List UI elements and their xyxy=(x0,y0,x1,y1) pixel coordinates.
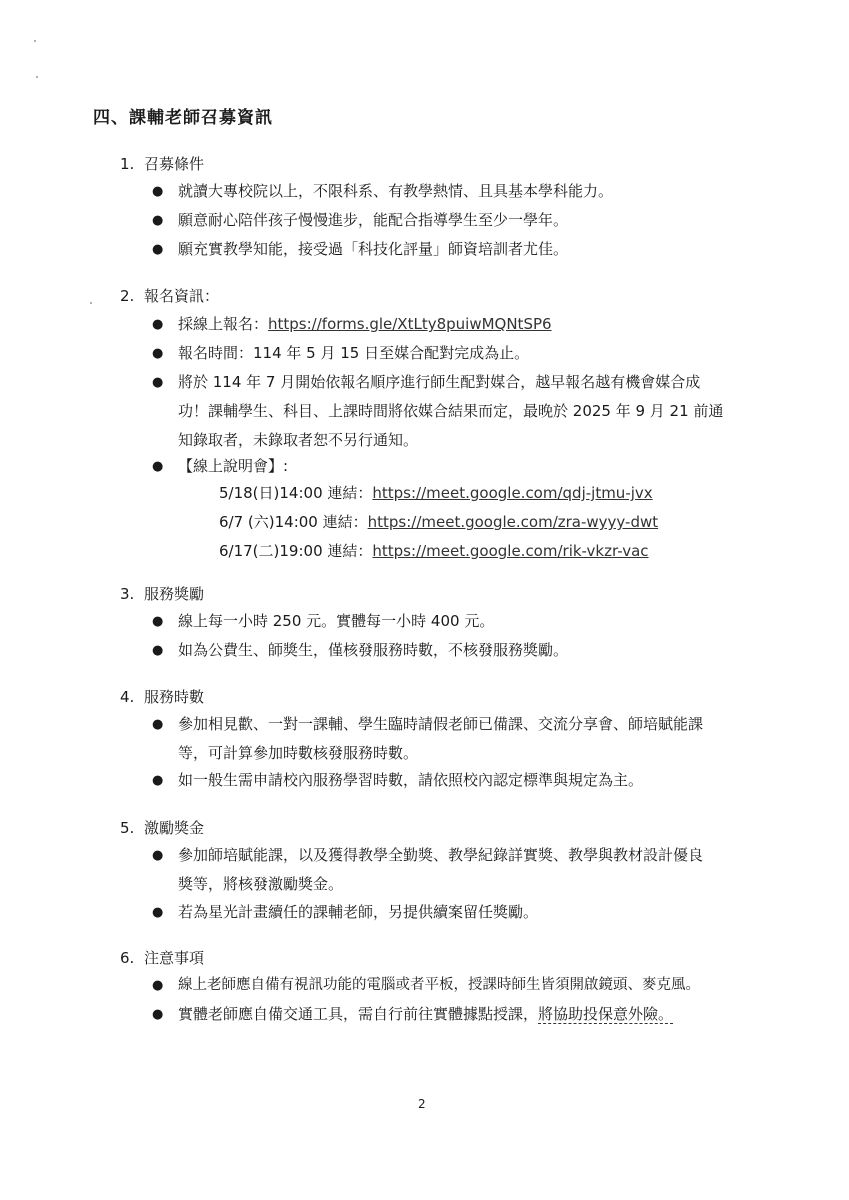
registration-link[interactable]: https://forms.gle/XtLty8puiwMQNtSP6 xyxy=(268,315,552,333)
bullet-icon: ● xyxy=(152,346,164,361)
list-item: ● 參加相見歡、一對一課輔、學生臨時請假老師已備課、交流分享會、師培賦能課 等，可計算參加時數核發服務時數。 xyxy=(152,710,752,770)
bullet-icon: ● xyxy=(152,1007,164,1022)
bullet-icon: ● xyxy=(152,978,164,993)
list-item: ● 參加師培賦能課，以及獲得教學全勤獎、教學紀錄詳實獎、教學與教材設計優良 獎等，將核發激勵獎金。 xyxy=(152,841,752,901)
bullet-icon: ● xyxy=(152,773,164,788)
session-link[interactable]: https://meet.google.com/rik-vkzr-vac xyxy=(372,542,649,560)
bullet-icon: ● xyxy=(152,184,164,199)
bullet-icon: ● xyxy=(152,242,164,257)
bullet-icon: ● xyxy=(152,614,164,629)
scan-speck xyxy=(36,76,38,78)
bullet-icon: ● xyxy=(152,459,164,474)
section-4-title: 4. 服務時數 xyxy=(120,688,205,706)
section-2-title: 2. 報名資訊： xyxy=(120,287,220,305)
bullet-icon: ● xyxy=(152,643,164,658)
insurance-note: 將協助投保意外險。 xyxy=(538,1005,674,1023)
session-item: 6/7 (六)14:00 連結：https://meet.google.com/zra-wyyy-dwt xyxy=(219,513,659,531)
section-heading: 四、課輔老師召募資訊 xyxy=(93,108,273,128)
bullet-icon: ● xyxy=(152,375,164,390)
list-item: ● 將於 114 年 7 月開始依報名順序進行師生配對媒合，越早報名越有機會媒合成 功！課輔學生、科目、上課時間將依媒合結果而定，最晚於 2025 年 9 月 21 前通 知錄取者，未錄取者恕不另行通知。 xyxy=(152,368,752,458)
session-link[interactable]: https://meet.google.com/qdj-jtmu-jvx xyxy=(372,484,653,502)
page-number: 2 xyxy=(418,1097,426,1111)
scan-speck xyxy=(34,40,36,42)
bullet-icon: ● xyxy=(152,905,164,920)
session-item: 5/18(日)14:00 連結：https://meet.google.com/qdj-jtmu-jvx xyxy=(219,484,653,502)
bullet-icon: ● xyxy=(152,317,164,332)
session-item: 6/17(二)19:00 連結：https://meet.google.com/rik-vkzr-vac xyxy=(219,542,649,560)
session-link[interactable]: https://meet.google.com/zra-wyyy-dwt xyxy=(367,513,659,531)
section-5-title: 5. 激勵獎金 xyxy=(120,819,205,837)
section-6-title: 6. 注意事項 xyxy=(120,949,205,967)
document-page: 四、課輔老師召募資訊 1. 召募條件 ● 就讀大專校院以上，不限科系、有教學熱情、且具基本學科能力。 ● 願意耐心陪伴孩子慢慢進步，能配合指導學生至少一學年。 ● 願充實教學知能，接受過「科技化評量」師資培訓者尤佳。 2. 報名資訊： ● 採線上報名：https://forms.gle/XtLty8puiwMQNtSP6 ● 報名時間：114 年 5 月 15 日至媒合配對完成為止。 ● 將於 114 年 7 月開始依報名順序進行師生配對媒合，越早報名越有機會媒合成 功！課輔學生、科目、上課時間將依媒合結果而定，最晚於 2025 年 9 月 21 前通 知錄取者，未錄取者恕不另行通知。 ● 【線上說明會】: 5/18(日)14:00 連結：https://meet.google.com/qdj-jtmu-jvx 6/7 (六)14:00 連結：https://meet.google.com/zra-wyyy-dwt 6/17(二)19:00 連結：https://meet.google.com/rik-vkzr-vac 3. 服務獎勵 ● 線上每一小時 250 元。實體每一小時 400 元。 ● 如為公費生、師獎生，僅核發服務時數，不核發服務獎勵。 4. 服務時數 ● 參加相見歡、一對一課輔、學生臨時請假老師已備課、交流分享會、師培賦能課 等，可計算參加時數核發服務時數。 ● 如一般生需申請校內服務學習時數，請依照校內認定標準與規定為主。 5. 激勵獎金 ● 參加師培賦能課，以及獲得教學全勤獎、教學紀錄詳實獎、教學與教材設計優良 獎等，將核發激勵獎金。 ● 若為星光計畫續任的課輔老師，另提供續案留任獎勵。 6. 注意事項 ● 線上老師應自備有視訊功能的電腦或者平板，授課時師生皆須開啟鏡頭、麥克風。 ● 實體老師應自備交通工具，需自行前往實體據點授課，將協助投保意外險。 2 xyxy=(0,0,849,1200)
bullet-icon: ● xyxy=(152,213,164,228)
bullet-icon: ● xyxy=(152,848,164,863)
bullet-icon: ● xyxy=(152,717,164,732)
section-1-title: 1. 召募條件 xyxy=(120,155,205,173)
section-3-title: 3. 服務獎勵 xyxy=(120,585,205,603)
scan-speck xyxy=(90,302,92,304)
